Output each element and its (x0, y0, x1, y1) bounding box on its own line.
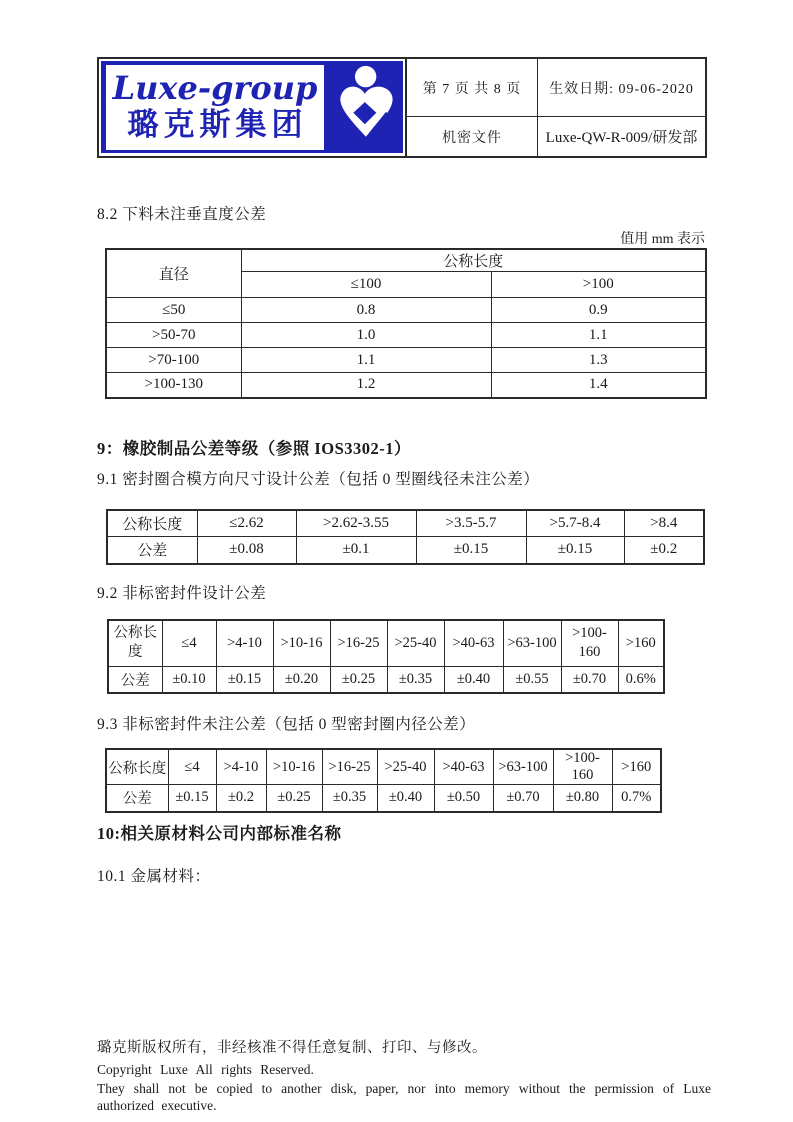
column-header: ≤100 (241, 272, 491, 298)
table-cell: ±0.40 (377, 785, 434, 812)
table-cell: ±0.35 (387, 666, 444, 693)
table-cell: ±0.1 (296, 536, 416, 564)
heading-9: 9：橡胶制品公差等级（参照 IOS3302-1） (97, 439, 412, 458)
unit-note: 值用 mm 表示 (620, 232, 705, 247)
table-cell: ≤50 (106, 298, 241, 323)
table-cell: 1.4 (491, 373, 706, 398)
table-cell: ±0.2 (624, 536, 704, 564)
column-header: 直径 (106, 249, 241, 298)
column-header: >10-16 (273, 620, 330, 666)
heading-8-2: 8.2 下料未注垂直度公差 (97, 206, 267, 223)
effective-date: 生效日期: 09-06-2020 (538, 59, 705, 117)
table-cell: ±0.15 (416, 536, 526, 564)
column-header: >2.62-3.55 (296, 510, 416, 536)
column-header: ≤4 (168, 749, 216, 785)
row-header: 公差 (107, 536, 197, 564)
table-cell: >50-70 (106, 323, 241, 348)
table-cell: ±0.40 (444, 666, 503, 693)
footer-english-line-2: authorized executive. (97, 1098, 217, 1113)
table-cell: ±0.15 (216, 666, 273, 693)
table-cell: ±0.15 (526, 536, 624, 564)
table-cell: 1.0 (241, 323, 491, 348)
column-header: >16-25 (330, 620, 387, 666)
heading-9-1: 9.1 密封圈合模方向尺寸设计公差（包括 0 型圈线径未注公差） (97, 471, 540, 488)
table-cell: ±0.50 (434, 785, 493, 812)
person-heart-logo-icon (324, 64, 403, 150)
table-cell: 1.3 (491, 348, 706, 373)
column-header: >5.7-8.4 (526, 510, 624, 536)
column-header: ≤2.62 (197, 510, 296, 536)
column-header: >160 (612, 749, 661, 785)
row-header: 公称长度 (106, 749, 168, 785)
table-cell: 1.1 (491, 323, 706, 348)
column-group-header: 公称长度 (241, 249, 706, 272)
heading-9-3: 9.3 非标密封件未注公差（包括 0 型密封圈内径公差） (97, 716, 476, 733)
column-header: >63-100 (503, 620, 561, 666)
table-cell: 0.8 (241, 298, 491, 323)
footer-english-line-1: They shall not be copied to another disk, paper, nor into memory without the permission of Luxe (97, 1081, 711, 1096)
table-cell: ±0.25 (266, 785, 322, 812)
confidential-label: 机密文件 (407, 117, 538, 156)
heading-10-1: 10.1 金属材料： (97, 868, 211, 885)
row-header: 公差 (106, 785, 168, 812)
column-header: >16-25 (322, 749, 377, 785)
table-cell: ±0.25 (330, 666, 387, 693)
heading-10: 10:相关原材料公司内部标准名称 (97, 824, 342, 843)
logo-blue-panel (101, 61, 403, 153)
row-header: 公称长度 (108, 620, 162, 666)
column-header: >4-10 (216, 749, 266, 785)
table-cell: 0.6% (618, 666, 664, 693)
table-cell: 1.2 (241, 373, 491, 398)
table-cell: 1.1 (241, 348, 491, 373)
table-cell: ±0.20 (273, 666, 330, 693)
column-header: >40-63 (434, 749, 493, 785)
column-header: >160 (618, 620, 664, 666)
table-cell: 0.9 (491, 298, 706, 323)
column-header: >4-10 (216, 620, 273, 666)
table-cell: ±0.55 (503, 666, 561, 693)
table-cell: >70-100 (106, 348, 241, 373)
table-cell: 0.7% (612, 785, 661, 812)
column-header: >100 (491, 272, 706, 298)
row-header: 公差 (108, 666, 162, 693)
footer-copyright-line: Copyright Luxe All rights Reserved. (97, 1062, 314, 1077)
page-number: 第 7 页 共 8 页 (407, 59, 538, 117)
table-cell: ±0.15 (168, 785, 216, 812)
column-header: ≤4 (162, 620, 216, 666)
column-header: >25-40 (387, 620, 444, 666)
column-header: >40-63 (444, 620, 503, 666)
logo-chinese-name: 璐克斯集团 (127, 107, 308, 142)
blanking-perpendicularity-table (105, 248, 707, 399)
seal-ring-design-tolerance-table (106, 509, 705, 565)
logo-text-box (106, 65, 324, 150)
column-header: >25-40 (377, 749, 434, 785)
header-info-grid (407, 59, 705, 156)
document-header (97, 57, 707, 158)
column-header: >10-16 (266, 749, 322, 785)
row-header: 公称长度 (107, 510, 197, 536)
table-cell: ±0.08 (197, 536, 296, 564)
table-cell: ±0.35 (322, 785, 377, 812)
column-header: >100-160 (553, 749, 612, 785)
footer-line-chinese: 璐克斯版权所有，非经核准不得任意复制、打印、与修改。 (97, 1040, 487, 1056)
table-cell: ±0.70 (561, 666, 618, 693)
document-number: Luxe-QW-R-009/研发部 (545, 130, 698, 146)
table-cell: ±0.2 (216, 785, 266, 812)
heading-9-2: 9.2 非标密封件设计公差 (97, 585, 267, 602)
table-cell: ±0.10 (162, 666, 216, 693)
table-cell: >100-130 (106, 373, 241, 398)
column-header: >8.4 (624, 510, 704, 536)
column-header: >63-100 (493, 749, 553, 785)
company-logo (99, 59, 407, 156)
column-header: >3.5-5.7 (416, 510, 526, 536)
table-cell: ±0.70 (493, 785, 553, 812)
nonstandard-seal-design-tolerance-table (107, 619, 665, 694)
nonstandard-seal-untoleranced-table (105, 748, 662, 813)
logo-latin-name: Luxe-group (112, 69, 318, 107)
column-header: >100-160 (561, 620, 618, 666)
copyright-footer (97, 1036, 711, 1114)
table-cell: ±0.80 (553, 785, 612, 812)
